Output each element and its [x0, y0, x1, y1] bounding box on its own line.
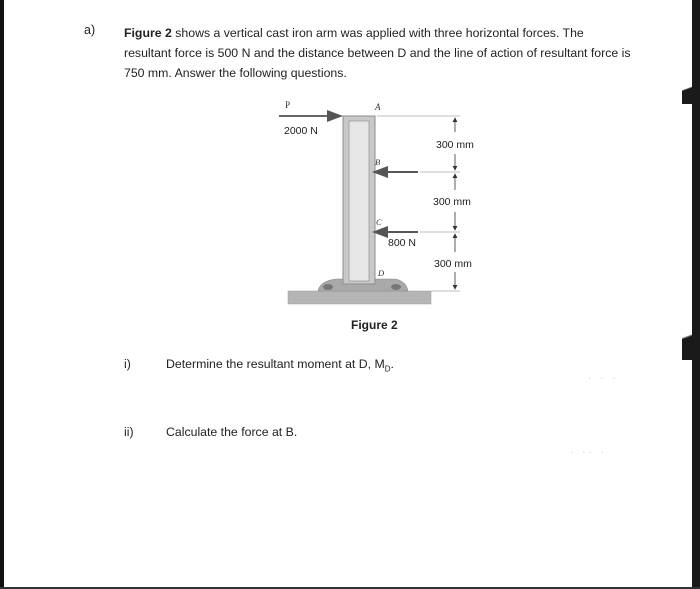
question-main-text: Determine the resultant moment at D, M — [166, 357, 385, 371]
arm-web — [349, 121, 369, 281]
force-c-value: 800 N — [388, 237, 417, 249]
bolt-right — [391, 284, 401, 290]
faint-mark: · ·· · — [570, 447, 607, 458]
label-b: B — [375, 157, 381, 167]
question-number: ii) — [124, 425, 134, 439]
label-a: A — [375, 102, 381, 112]
faint-mark: · · · — [588, 373, 619, 384]
label-c: C — [376, 217, 382, 227]
label-p: P — [285, 100, 291, 110]
question-text: Calculate the force at B. — [166, 425, 298, 439]
label-d: D — [378, 268, 385, 278]
bolt-left — [323, 284, 333, 290]
figure-reference: Figure 2 — [124, 26, 172, 40]
part-label: a) — [84, 23, 96, 37]
dim-label-3: 300 mm — [434, 258, 472, 270]
force-p-value: 2000 N — [284, 125, 318, 137]
dim-label-2: 300 mm — [433, 196, 471, 208]
question-text — [166, 357, 394, 373]
dim-label-1: 300 mm — [436, 139, 474, 151]
moment-subscript: D — [384, 364, 391, 374]
question-tail: . — [390, 357, 394, 371]
question-number: i) — [124, 357, 131, 371]
problem-text: shows a vertical cast iron arm was applied with three horizontal forces. The resultant force is 500 N and the distance between D and the line of action of resultant force is 750 mm. Answer the following questions. — [124, 26, 631, 80]
ground-base — [288, 291, 431, 304]
figure-caption: Figure 2 — [351, 318, 398, 332]
